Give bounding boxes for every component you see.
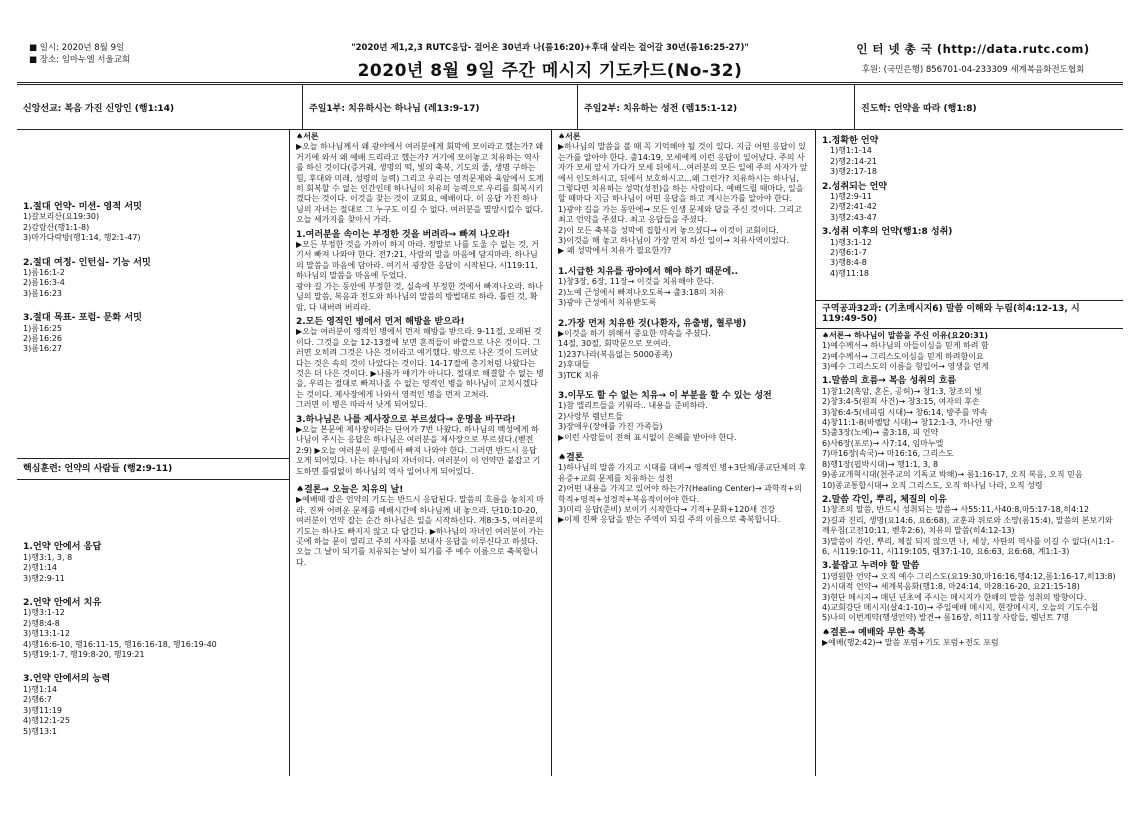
verse-line: 3)행2:9-11 xyxy=(23,573,65,583)
section-title: 3.언약 안에서의 능력 xyxy=(23,673,111,685)
verse-line: 1)행3:1, 3, 8 xyxy=(23,552,73,562)
point-text: ▶모든 부정한 것을 가까이 하지 마라. 정말로 나를 도울 수 없는 것, 거기서 빠져 나와야 한다. 전7:21, 사람의 말을 마음에 담지마라. 하나님의 말씀을 마음에 담아라. 여기서 굉장한 응답이 시작된다. 시119:11, 하나님의 말씀을 마음에 두었다. xyxy=(296,240,539,281)
verse-line: 1)행3:1-12 xyxy=(23,608,65,618)
list-item: ▶이런 사람들이 전혀 표시없이 은혜를 받아야 한다. xyxy=(558,432,737,442)
list-item: 1)창1:2(혹암, 혼돈, 공허)→ 창1:3, 창조의 빛 xyxy=(822,386,982,396)
point-title: 3.붙잡고 누려야 할 말씀 xyxy=(822,561,920,572)
list-item: 2)시대적 언약→ 세계복음화(행1:8, 마24:14, 마28:16-20, 요21:15-18) xyxy=(822,582,1080,592)
verse-line: 2)행1:14 xyxy=(23,563,57,573)
list-item: 1)참 엘리트들을 키워라.. 내용을 준비하라. xyxy=(558,401,708,411)
section-title: 3.성취 이후의 언약(행1:8 성취) xyxy=(822,227,953,238)
list-item: 10)종교통합시대→ 오직 그리스도, 오직 하나님 나라, 오직 성령 xyxy=(822,480,1043,490)
covenant-people-section xyxy=(17,480,289,739)
list-item: 2)이 모든 축복을 성막에 집합시켜 놓으셨다→ 이것이 교회이다. xyxy=(558,225,779,235)
conclusion-heading: ♠결론→ 예배와 무한 축복 xyxy=(822,627,926,638)
list-item: ▶이제 진짜 응답을 받는 주역이 되길 주의 이름으로 축복합니다. xyxy=(558,515,781,525)
section-title: 2.언약 안에서 치유 xyxy=(23,597,102,609)
section-title: 1.정확한 언약 xyxy=(822,136,879,146)
conclusion-heading: ♠결론→ 오늘은 치유의 날! xyxy=(296,485,404,495)
page-title: 2020년 8월 9일 주간 메시지 기도카드(No-32) xyxy=(357,61,743,81)
list-item: 1)창3장, 6장, 11장→ 이것을 치유해야 한다. xyxy=(558,277,715,287)
point-title: 3.하나님은 나를 제사장으로 부르셨다→ 운명을 바꾸라! xyxy=(296,414,516,425)
intro-text: ▶오늘 하나님께서 왜 광야에서 여러분에게 회막에 모이라고 했는가? 왜 거기에 와서 왜 예배 드리라고 했는가? 거기에 모이놓고 치유하는 역사를 하신 것이다(증거궤, 생명의 떡, 빛의 축복, 기도의 줄, 생명 구하는 힘, 후대와 미래, 성령의 능력) 그리고 우리는 영적문제와 육암에서 도계히 회복할 수 없는 인간인데 하나님이 치유의 능력으로 우리를 회복시키겠다는 것이다. 이것을 찾는 것이 교회요, 예배이다. 이 응답 가진 하나님의 자녀는 절대로 그 누구도 이길 수 없다. 여러분을 멸망시킬수 없다. 오늘 세가지를 찾아서 가라. xyxy=(296,142,544,225)
verse-line: 4)행12:1-25 xyxy=(23,716,70,726)
list-item: 1)예수께서→ 하나님의 아들이심을 믿게 하려 함 xyxy=(822,341,989,351)
list-item: 3)광야 근성에서 치유받도록 xyxy=(558,298,657,308)
list-item: 1)237나라(복음없는 5000종족) xyxy=(558,349,673,359)
verse-list xyxy=(23,324,283,355)
verse-line: 1)행1:14 xyxy=(23,684,57,694)
list-item: 3)이것을 해 놓고 하나님이 가장 먼저 하신 일이→ 치유사역이었다. xyxy=(558,236,789,246)
verse-line: 2)롬16:26 xyxy=(23,334,62,344)
verse-line: 3)행2:17-18 xyxy=(830,167,877,177)
verse-line: 3)롬16:27 xyxy=(23,344,62,354)
conclusion-text: ▶예배때 잡은 언약의 기도는 반드시 응답된다. 말씀의 흐름을 놓치지 마라. 진짜 어려운 문제를 예배시간에 하나님께 내 놓으라. 단10:10-20, 여러분이 언약 잡는 순간 하나님은 일을 시작하신다. 계8:3-5, 여러분의 기도는 하나도 빠지지 않고 다 답긴다. ▶하나님의 자녀인 여러분이 가는 곳에 하늘 문이 열리고 주의 사자를 보내사 응답을 이루신다고 하셨다. 오늘 그 날이 되기를 치유되는 날이 되기를 주 예수 이름으로 축복합니다. xyxy=(296,495,544,567)
list-item: 5)출3장(노예)→ 출3:18, 피 언약 xyxy=(822,428,939,438)
district-lesson-bar: 구역공과32과: (기초메시지6) 말씀 이해와 누림(히4:12-13, 시119:49-50) xyxy=(816,300,1123,329)
verse-line: 2)행2:14-21 xyxy=(830,156,877,166)
list-item: 1)영원한 언약→ 오직 예수 그리스도(요19:30,마16:16,행4:12,롬1:16-17,히13:8) xyxy=(822,571,1116,581)
list-item: 2)노예 근성에서 빠져나오도록→ 출3:18의 치유 xyxy=(558,287,725,297)
verse-line: 3)행8:4-8 xyxy=(830,258,867,268)
list-item: 2)후대들 xyxy=(558,360,590,370)
list-item: 3)창6:4-5(네피림 시대)→ 창6:14, 방주를 약속 xyxy=(822,407,988,417)
column-sunday-second xyxy=(552,130,816,776)
verse-line: 3)행13:1-12 xyxy=(23,629,70,639)
list-item: 3)TCK 치유 xyxy=(558,370,600,380)
verse-line: 4)행16:6-10, 행16:11-15, 행16:16-18, 행16:19-40 xyxy=(23,639,217,649)
conclusion-heading: ♠결론 xyxy=(558,452,584,463)
mission-summit-section xyxy=(17,130,289,458)
verse-line: 3)마가다락방(행1:14, 행2:1-47) xyxy=(23,233,141,243)
verse-line: 1)갈보리산(요19:30) xyxy=(23,212,100,222)
list-item: ▶이것을 하기 위해서 중요한 약속을 주셨다. xyxy=(558,328,711,338)
list-item: 2)사랑부 렘넌트들 xyxy=(558,411,623,421)
column-faith-mission xyxy=(17,130,290,776)
conclusion-text: ▶예배(행2:42)→ 말씀 포럼+기도 포럼+전도 포럼 xyxy=(822,638,999,648)
verse-line: 1)행2:9-11 xyxy=(830,192,872,202)
verse-line: 3)행11:19 xyxy=(23,705,62,715)
section-title: 2.성취되는 언약 xyxy=(822,181,887,192)
broadcast-link[interactable]: 인 터 넷 총 국 (http://data.rutc.com) xyxy=(856,42,1090,56)
col4-header: 진도학: 언약을 따라 (행1:8) xyxy=(861,103,977,114)
event-place: ■ 장소: 임마누엘 서울교회 xyxy=(29,55,131,65)
section-title: 2.절대 여정- 인턴십- 기능 서밋 xyxy=(23,256,151,268)
verse-line: 1)행3:1-12 xyxy=(830,237,872,247)
list-item: 4)교회강단 메시지(살4:1-10)→ 주일예배 메시지, 현장메시지, 오늘의 기도수첩 xyxy=(822,602,1099,612)
list-item: 8)행1장(핍박시대)→ 행1:1, 3, 8 xyxy=(822,459,939,469)
point-title: 2.모든 영적인 병에서 먼저 해방을 받으라! xyxy=(296,316,465,327)
verse-line: 2)행2:41-42 xyxy=(830,202,877,212)
verse-line: 3)롬16:23 xyxy=(23,288,62,298)
verse-list xyxy=(23,268,283,299)
intro-text: ▶하나님의 말씀을 볼 때 꼭 기억해야 될 것이 있다. 지금 어떤 응답이 있는가를 알아야 한다. 출14:19, 모세에게 이런 응답이 일어났다. 주의 사자가 모세 앞서 가다가 모세 뒤에서...여러분의 모든 일에 주의 사자가 앞에서 인도하시고, 뒤에서 보호하시고...왜 그런가? 치유하시는 하나님, 그렇다면 치유하는 성막(성전)을 하는 사람이다. 예배드릴 때마다, 일을 할 때마다 지금 하나님이 어떤 응답을 하고 계시는가를 알아야 한다. xyxy=(558,142,808,204)
column-progress-study xyxy=(816,130,1123,776)
verse-line: 2)행6:1-7 xyxy=(830,248,867,258)
verse-line: 2)행6:7 xyxy=(23,695,52,705)
list-item: 7)마16장(속국)→ 마16:16, 그리스도 xyxy=(822,449,954,459)
theme-subtitle: "2020년 제1,2,3 RUTC응답- 걸어온 30년과 나(롬16:20)+후대 살리는 걸어갈 30년(롬16:25-27)" xyxy=(351,43,749,53)
verse-line: 2)롬16:3-4 xyxy=(23,278,65,288)
list-item: 3)예수 그리스도의 이름을 힘입어→ 영생을 얻게 xyxy=(822,362,989,372)
core-training-bar: 핵심훈련: 언약의 사람들 (행2:9-11) xyxy=(17,458,289,480)
col3-header: 주일2부: 치유하는 성전 (렘15:1-12) xyxy=(578,85,855,129)
point-title: 1.말씀의 흐름→ 복음 성취의 흐름 xyxy=(822,376,957,387)
lesson-body xyxy=(816,329,1123,651)
list-item: 4)창11:1-8(바벨탑 시대)→ 창12:1-3, 가나안 땅 xyxy=(822,418,993,428)
point-text: 광야 길 가는 동안에 부정한 것, 실속에 부정한 것에서 빠져나오라. 하나님의 말씀, 복음과 전도와 하나님의 말씀의 방법대로 하라. 틀린 것, 확암, 다 내버려 버리라. xyxy=(296,281,543,312)
list-item: 2)어떤 내용을 가지고 있어야 하는가?(Healing Center)→ 과학적+의학적+영적+성경적+복음적이어야 한다. xyxy=(558,484,802,504)
col2-header: 주일1부: 치유하시는 하나님 (레13:9-17) xyxy=(303,85,578,129)
list-item: 2)창3:4-5(원죄 사건)→ 창3:15, 여자의 후손 xyxy=(822,397,980,407)
intro-question: ▶ 왜 성막에서 치유가 필요한가? xyxy=(558,246,672,256)
point-title: 2.말씀 각인, 뿌리, 체질의 이유 xyxy=(822,494,947,505)
prayer-card xyxy=(17,34,1123,776)
list-item: 6)사6장(포로)→ 사7:14, 임마누엘 xyxy=(822,438,944,448)
list-item: 1)창조의 말씀, 반드시 성취되는 말씀→ 사55:11,사40:8,마5:17-18,히4:12 xyxy=(822,505,1089,515)
point-text: 그러면 이 병은 따라서 낫게 되어있다. xyxy=(296,400,428,410)
covenant-section xyxy=(816,130,1123,300)
verse-line: 2)감람산(행1:1-8) xyxy=(23,222,90,232)
list-item: 9)종교개혁시대(천주교의 기독교 박해)→ 롬1:16-17, 오직 복음, 오직 믿음 xyxy=(822,470,1083,480)
verse-line: 4)행11:18 xyxy=(830,268,869,278)
list-item: 14절, 30절, 회막문으로 모여라. xyxy=(558,339,671,349)
column-sunday-first xyxy=(290,130,552,776)
verse-list xyxy=(23,212,283,243)
intro-heading: ♠서론 xyxy=(296,132,319,141)
point-title: 2.가장 먼저 치유한 것(나환자, 유출병, 혈루병) xyxy=(558,318,747,329)
verse-line: 2)행8:4-8 xyxy=(23,618,60,628)
intro-heading: ♠서론 xyxy=(558,132,581,141)
verse-line: 1)행1:1-14 xyxy=(830,146,872,156)
list-item: 1)광야 길을 가는 동안에→ 모든 인생 문제와 답을 주신 것이다. 그리고 최고 언약을 주셨다. 최고 응답들을 주셨다. xyxy=(558,204,802,225)
verse-line: 1)롬16:1-2 xyxy=(23,268,65,278)
list-item: 3)미리 응답(준비) 보이기 시작한다→ 기적+문화+120새 건강 xyxy=(558,505,776,514)
intro-heading: ♠서론→ 하나님이 말씀을 주신 이유(요20:31) xyxy=(822,330,988,340)
list-item: 3)현단 메시지→ 매년 년초에 주시는 메시지가 한해의 말씀 성취의 방향이다. xyxy=(822,592,1087,602)
point-title: 3.이무도 할 수 없는 치유→ 이 부분을 할 수 있는 성전 xyxy=(558,390,772,401)
event-date: ■ 일시: 2020년 8월 9일 xyxy=(29,43,125,53)
verse-line: 5)행19:1-7, 행19:8-20, 행19:21 xyxy=(23,650,145,660)
list-item: 1)하나님의 말씀 가지고 시대를 대비→ 영적인 병+3단체/종교단체의 후유증+교회 문제를 치유하는 성전 xyxy=(558,463,807,483)
columns xyxy=(17,130,1123,776)
list-item: 2)길과 진리, 생명(요14:6, 요6:68), 교훈과 위로와 소망(롬15:4), 말씀의 본보기와 깨우침(고전10:11, 벧후2:6), 치유의 말씀(히4:12-13) xyxy=(822,515,1113,536)
event-info xyxy=(17,34,277,82)
list-item: 2)예수께서→ 그리스도이심을 믿게 하려함이요 xyxy=(822,351,984,361)
list-item: 3)말씀이 각인, 뿌리, 체질 되지 않으면 나, 세상, 사탄의 역사를 이길 수 없다(시1:1-6, 시119:10-11, 시119:105, 렘37:1-10, 요6:63, 요6:68, 계1:1-3) xyxy=(822,536,1114,556)
col1-header: 신앙선교: 복음 가진 신앙인 (행1:14) xyxy=(17,85,303,129)
section-title: 1.절대 언약- 미션- 영적 서밋 xyxy=(23,201,143,212)
verse-line: 5)행13:1 xyxy=(23,726,57,736)
card-header xyxy=(17,34,1123,85)
point-title: 1.여러분을 속이는 부정한 것을 버려라→ 빠져 나오라! xyxy=(296,229,511,240)
point-title: 1.시급한 치유를 광야에서 해야 하기 때문에.. xyxy=(558,266,738,277)
section-title: 3.절대 목표- 포럼- 문화 서밋 xyxy=(23,312,143,324)
column-headers xyxy=(17,85,1123,130)
verse-line: 1)롬16:25 xyxy=(23,323,62,333)
title-block xyxy=(277,34,823,82)
point-text: ▶오늘 본문에 제사장이라는 단어가 7번 나왔다. 하나님의 백성에게 하나님이 주시는 응답은 하나님은 여러분을 제사장으로 부르셨다.(벧전2:9) ▶오늘 여러분이 운명에서 빠져 나와야 한다. 그러면 반드시 응답 오게 되어있다. 나는 하나님의 자녀이다. 여러분이 이 언약만 붙잡고 기도하면 틀림없이 하나님의 역사 일어나게 되어있다. xyxy=(296,424,541,476)
verse-line: 3)행2:43-47 xyxy=(830,212,877,222)
contact-block xyxy=(823,34,1123,82)
list-item: 5)나의 이번계약(행생언약) 발견→ 롬16장, 히11장 사람들, 렘넌트 7명 xyxy=(822,613,1070,623)
sponsor-account: 후원: (국민은행) 856701-04-233309 세계복음화전도협회 xyxy=(861,65,1085,75)
section-title: 1.언약 안에서 응답 xyxy=(23,541,102,553)
point-text: ▶오늘 여러분이 영적인 병에서 먼저 해방을 받으라. 9-11절, 오래된 것이다. 그것을 오늘 12-13절에 보면 흔적들이 바깥으로 나온 것이다. 그러면 오히려 그것은 나은 것이라고 얘기했다. 밖으로 나온 것이 드러났다는 것은 속의 것이 나았다는 것이다. 14-17절에 총기처럼 나왔다는 것은 더 나은 것이다. ▶나름가 얘기가 아니다. 절대로 해결할 수 없는 병을, 우리는 절대로 빠져나올 수 없는 영적인 병을 하나님이 고치시겠다는 것이다. 제사장에게 나와서 영적인 병을 먼저 고쳐라. xyxy=(296,327,544,399)
list-item: 3)장애우(장애를 가진 가족들) xyxy=(558,422,663,432)
